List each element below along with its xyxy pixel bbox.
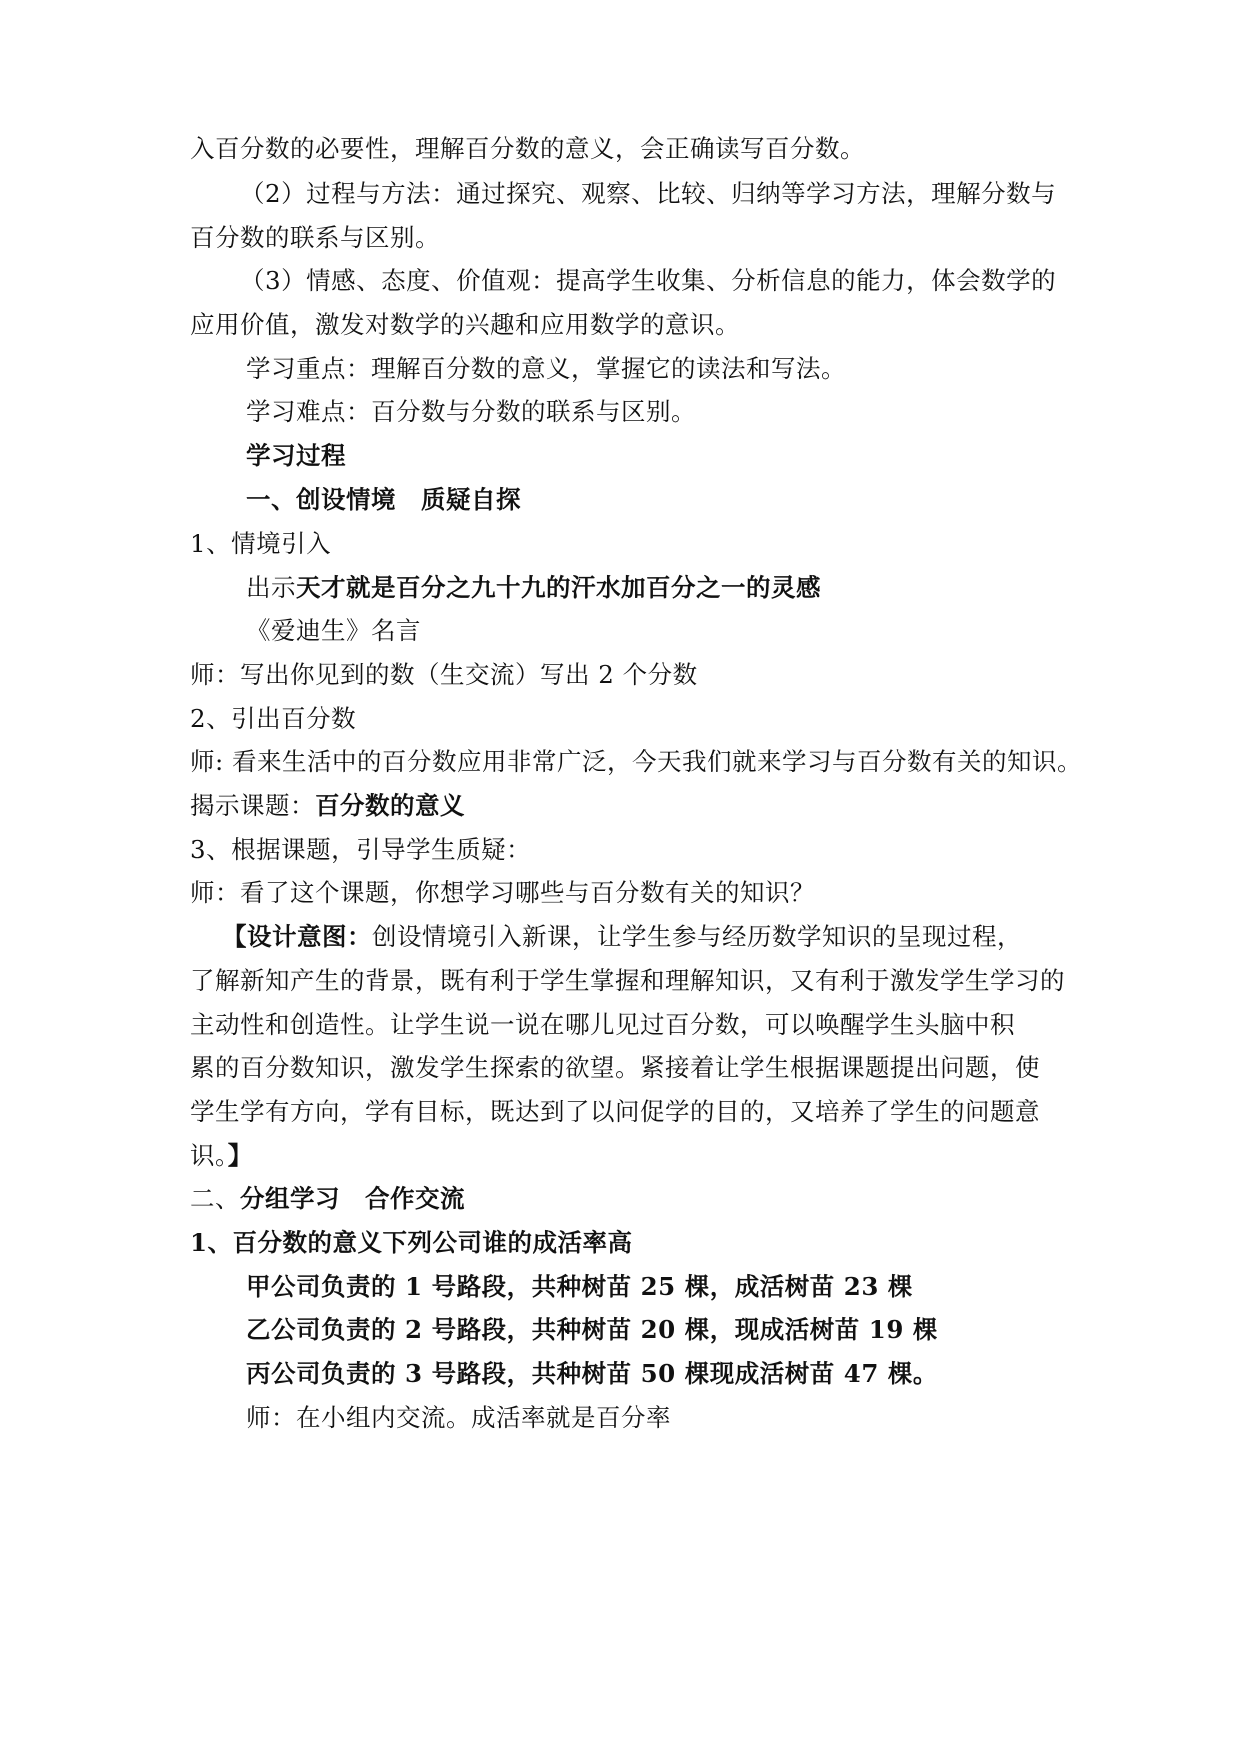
paragraph-line: [190, 1141, 253, 1171]
paragraph-line: 主动性和创造性。让学生说一说在哪儿见过百分数，可以唤醒学生头脑中积: [190, 1010, 1015, 1039]
section-heading: 学习过程: [246, 441, 346, 470]
data-line: 甲公司负责的 1 号路段，共种树苗 25 棵，成活树苗 23 棵: [246, 1272, 913, 1301]
paragraph-line: 百分数的联系与区别。: [190, 223, 440, 252]
design-intent-line: [222, 922, 1022, 952]
paragraph-line: 应用价值，激发对数学的兴趣和应用数学的意识。: [190, 310, 740, 339]
topic-label: 揭示课题：: [190, 791, 315, 820]
paragraph-line: 师：在小组内交流。成活率就是百分率: [246, 1403, 671, 1432]
design-intent-text: 创设情境引入新课，让学生参与经历数学知识的呈现过程，: [372, 922, 1022, 951]
topic-line: [190, 791, 465, 821]
paragraph-line: 累的百分数知识，激发学生探索的欲望。紧接着让学生根据课题提出问题，使: [190, 1053, 1040, 1082]
subsection-heading: 1、百分数的意义下列公司谁的成活率高: [190, 1228, 633, 1257]
quote-source: 《爱迪生》名言: [246, 616, 421, 645]
closing-bracket: 】: [227, 1141, 253, 1170]
data-line: 丙公司负责的 3 号路段，共种树苗 50 棵现成活树苗 47 棵。: [246, 1359, 938, 1388]
section-heading: 一、创设情境 质疑自探: [246, 485, 521, 514]
paragraph-line: （2）过程与方法：通过探究、观察、比较、归纳等学习方法，理解分数与: [240, 179, 1057, 208]
paragraph-line: 入百分数的必要性，理解百分数的意义，会正确读写百分数。: [190, 134, 865, 163]
quote-line: [246, 573, 821, 603]
paragraph-line: 3、根据课题，引导学生质疑：: [190, 835, 532, 864]
section-heading: [190, 1184, 465, 1214]
paragraph-line: 师：看了这个课题，你想学习哪些与百分数有关的知识？: [190, 878, 815, 907]
paragraph-line: 2、引出百分数: [190, 704, 357, 733]
data-line: 乙公司负责的 2 号路段，共种树苗 20 棵，现成活树苗 19 棵: [246, 1315, 938, 1344]
paragraph-line: （3）情感、态度、价值观：提高学生收集、分析信息的能力，体会数学的: [240, 266, 1057, 295]
paragraph-line: 师: 看来生活中的百分数应用非常广泛，今天我们就来学习与百分数有关的知识。: [190, 747, 1083, 776]
paragraph-line: 学生学有方向，学有目标，既达到了以问促学的目的，又培养了学生的问题意: [190, 1097, 1040, 1126]
paragraph-line: 学习难点：百分数与分数的联系与区别。: [246, 397, 696, 426]
paragraph-end-text: 识。: [190, 1141, 228, 1170]
paragraph-line: 1、情境引入: [190, 529, 332, 558]
design-intent-label: 【设计意图：: [222, 922, 372, 951]
topic-title: 百分数的意义: [315, 791, 465, 820]
quote-prefix: 出示: [246, 573, 296, 602]
paragraph-line: 学习重点：理解百分数的意义，掌握它的读法和写法。: [246, 354, 846, 383]
section-title: 分组学习 合作交流: [240, 1184, 465, 1213]
paragraph-line: 了解新知产生的背景，既有利于学生掌握和理解知识，又有利于激发学生学习的: [190, 966, 1065, 995]
quote-text: 天才就是百分之九十九的汗水加百分之一的灵感: [296, 573, 821, 602]
section-number: 二、: [190, 1184, 240, 1213]
paragraph-line: 师：写出你见到的数（生交流）写出 2 个分数: [190, 660, 698, 689]
